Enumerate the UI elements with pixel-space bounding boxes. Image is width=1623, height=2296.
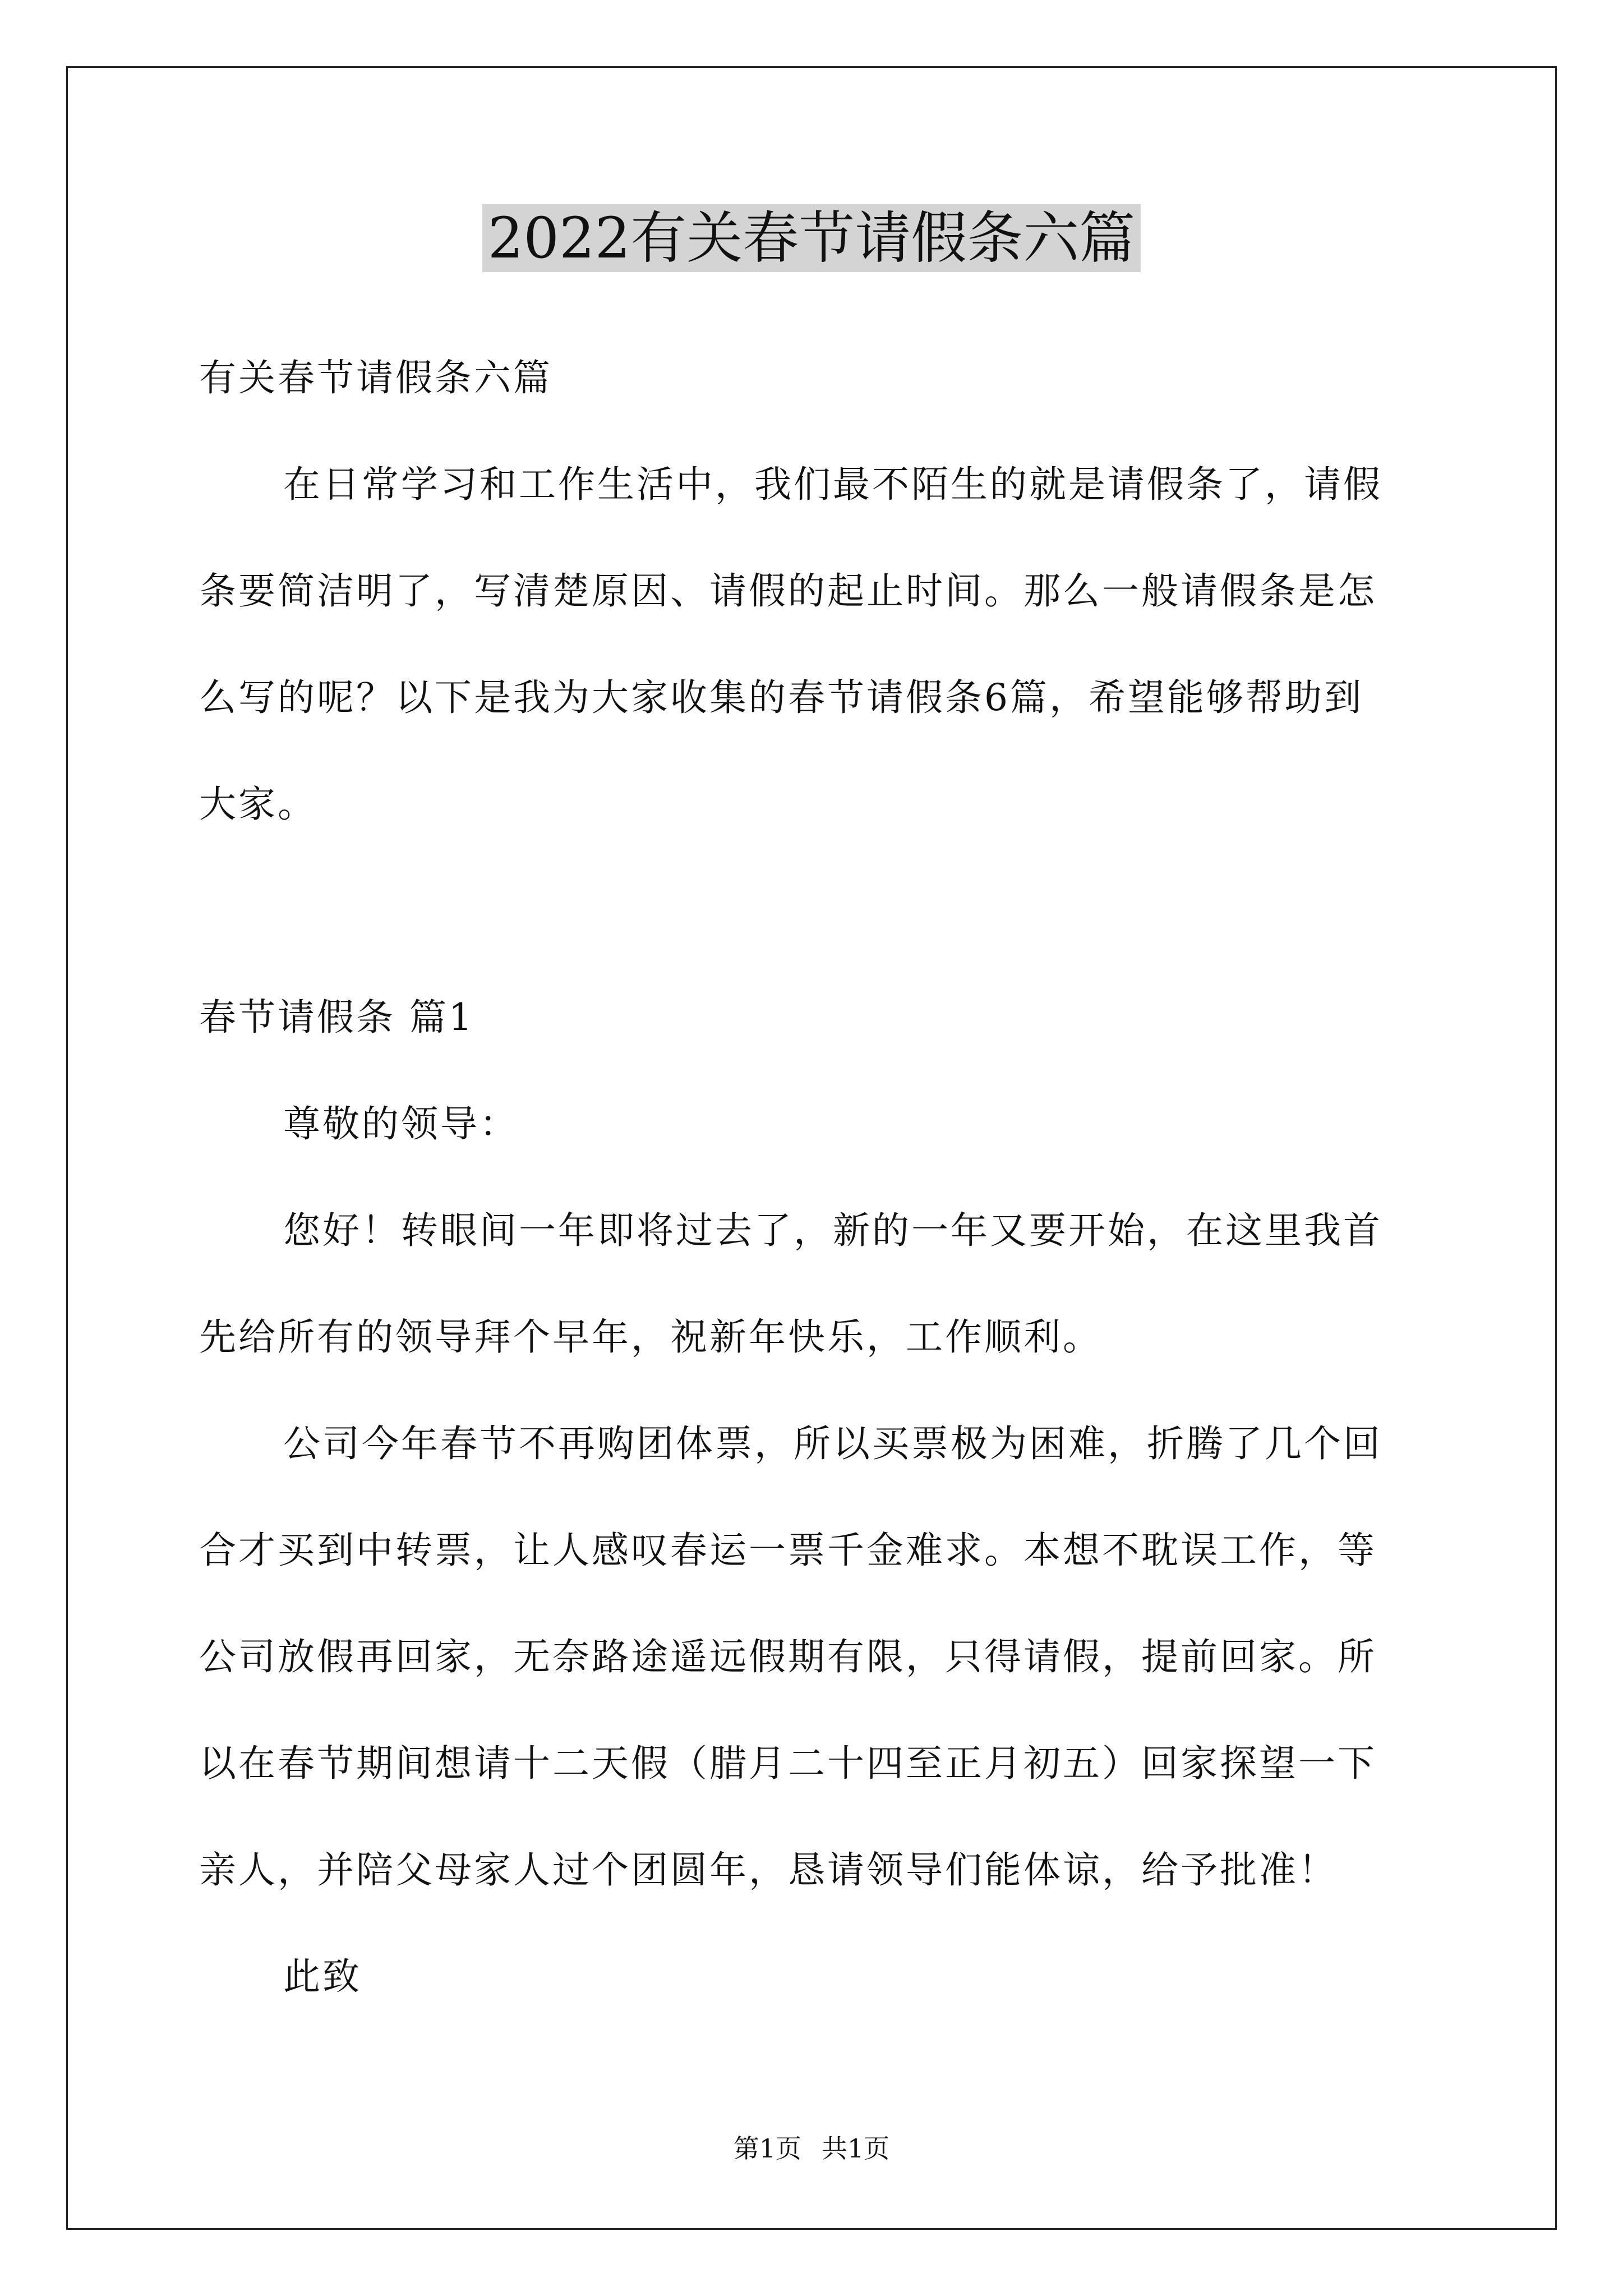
para2-line-5: 亲人，并陪父母家人过个团圆年，恳请领导们能体谅，给予批准！	[199, 1848, 1338, 1892]
intro-line-3: 么写的呢？以下是我为大家收集的春节请假条6篇，希望能够帮助到	[199, 676, 1363, 719]
para2-line-4: 以在春节期间想请十二天假（腊月二十四至正月初五）回家探望一下	[199, 1742, 1377, 1785]
intro-line-1: 在日常学习和工作生活中，我们最不陌生的就是请假条了，请假	[283, 463, 1382, 506]
document-title	[0, 199, 1623, 278]
section-heading: 春节请假条 篇1	[199, 996, 474, 1039]
para1-line-1: 您好！转眼间一年即将过去了，新的一年又要开始，在这里我首	[283, 1209, 1382, 1252]
page-number-total: 共1页	[822, 2133, 890, 2164]
page-number-current: 第1页	[733, 2133, 801, 2164]
intro-line-4: 大家。	[199, 783, 317, 826]
closing: 此致	[283, 1955, 362, 1998]
page-footer	[0, 2132, 1623, 2165]
para2-line-3: 公司放假再回家，无奈路途遥远假期有限，只得请假，提前回家。所	[199, 1635, 1377, 1678]
intro-line-2: 条要简洁明了，写清楚原因、请假的起止时间。那么一般请假条是怎	[199, 569, 1377, 613]
document-subtitle: 有关春节请假条六篇	[199, 356, 552, 399]
para2-line-2: 合才买到中转票，让人感叹春运一票千金难求。本想不耽误工作，等	[199, 1529, 1377, 1572]
para2-line-1: 公司今年春节不再购团体票，所以买票极为困难，折腾了几个回	[283, 1422, 1382, 1465]
para1-line-2: 先给所有的领导拜个早年，祝新年快乐，工作顺利。	[199, 1315, 1102, 1359]
document-title-text: 2022有关春节请假条六篇	[482, 204, 1141, 272]
salutation: 尊敬的领导：	[283, 1102, 519, 1145]
